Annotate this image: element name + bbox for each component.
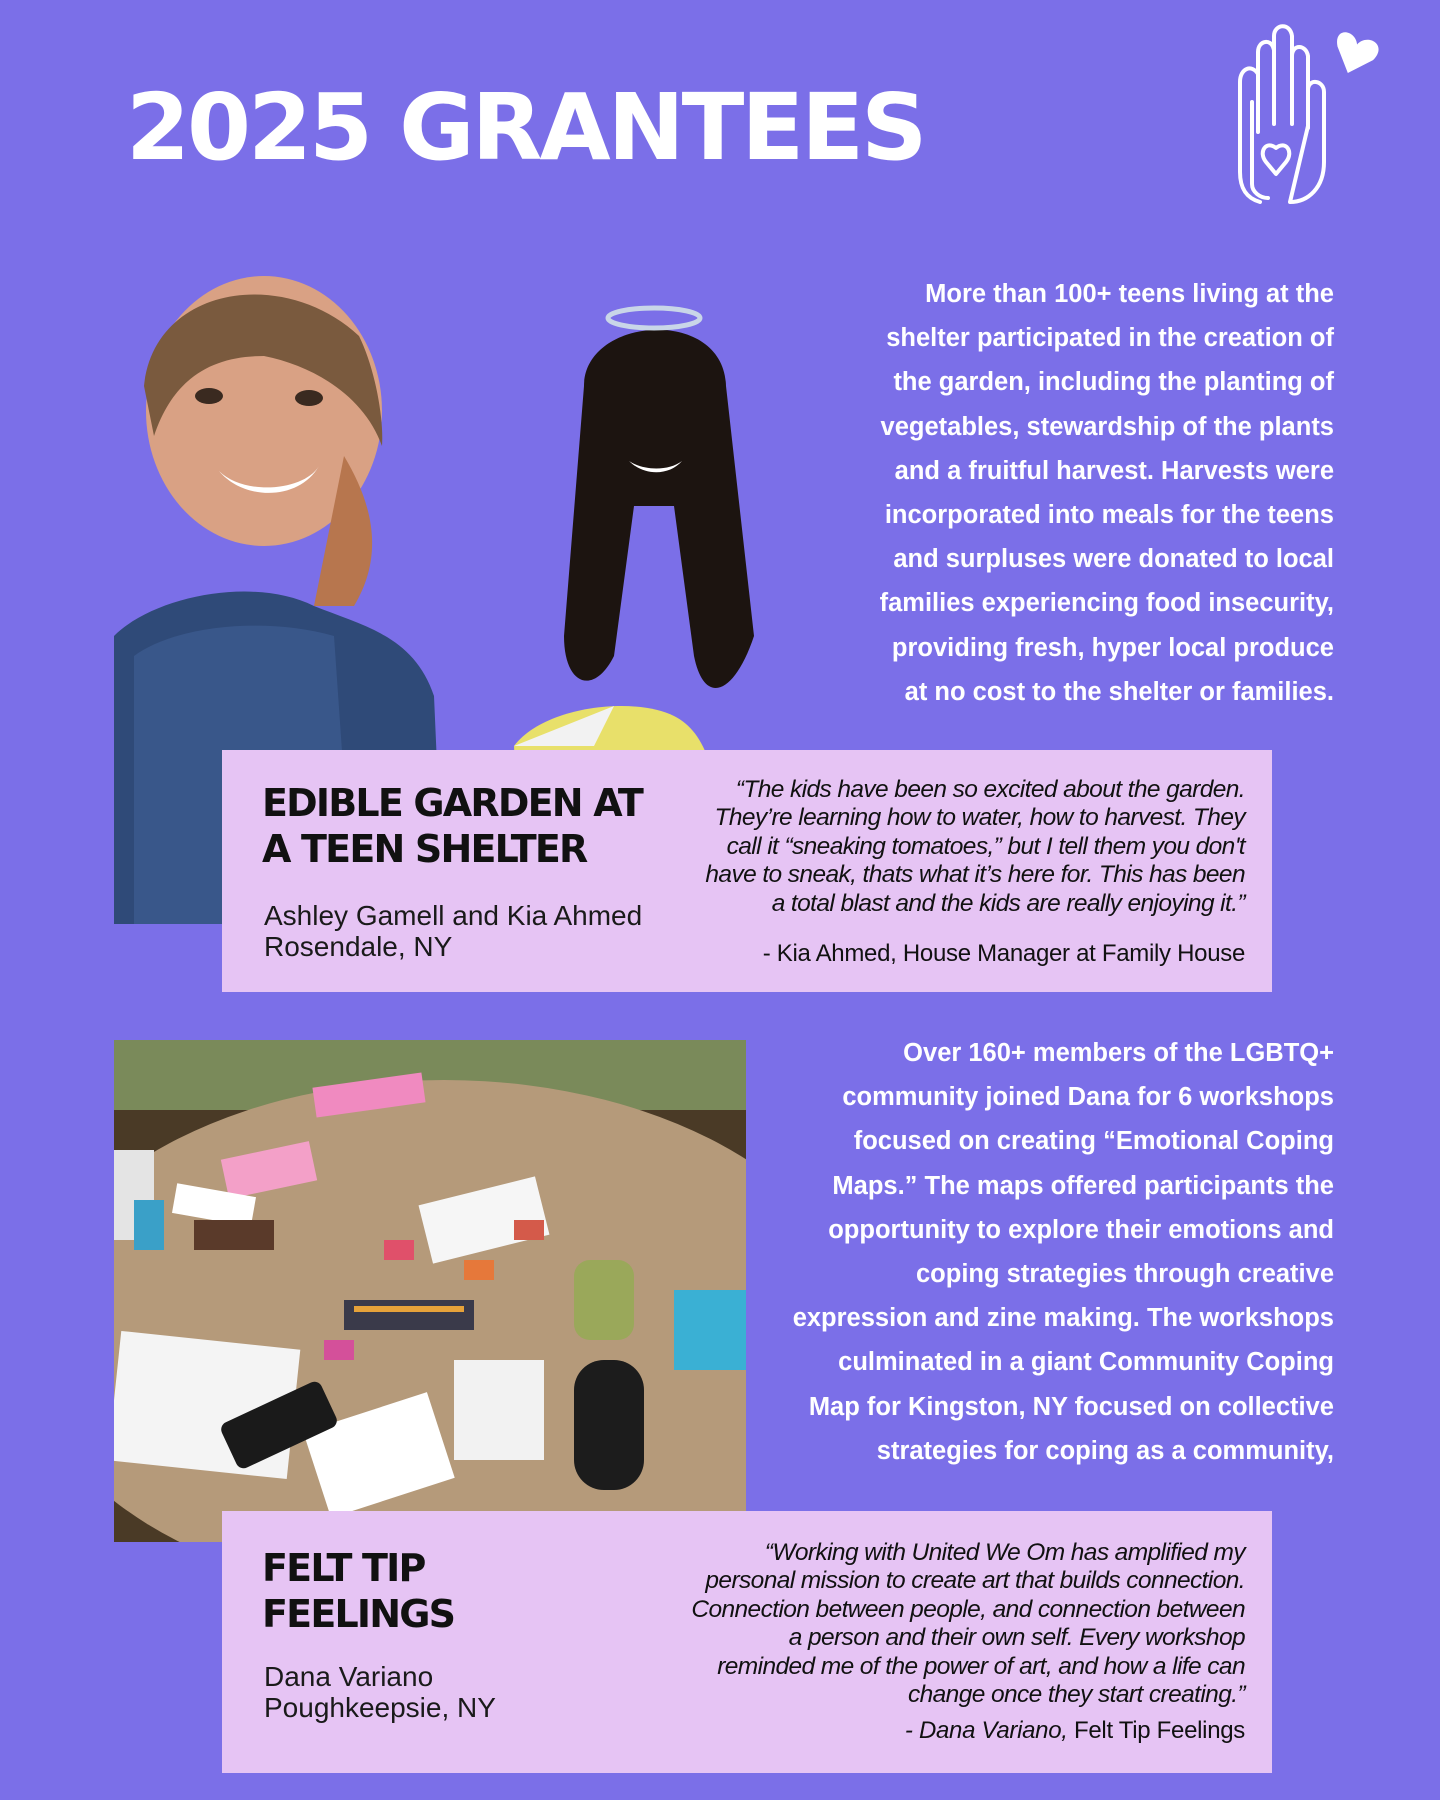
grantee-2-attribution	[905, 1717, 1245, 1745]
grantee-2-quote	[691, 1539, 1245, 1709]
quote-line: change once they start creating.”	[907, 1681, 1245, 1709]
grantee-1-card	[222, 750, 1272, 992]
grantee-2-description	[714, 1031, 1334, 1473]
title-line: EDIBLE GARDEN AT	[262, 781, 642, 825]
description-line: expression and zine making. The workshops	[792, 1304, 1334, 1333]
description-line: strategies for coping as a community,	[876, 1436, 1334, 1465]
grantee-2-people-location	[264, 1661, 496, 1723]
workshop-table-photo	[114, 1040, 746, 1542]
grantee-2-card	[222, 1511, 1272, 1773]
attribution-name: - Dana Variano,	[904, 1717, 1068, 1744]
grantee-1-quote	[705, 776, 1245, 918]
quote-line: “Working with United We Om has amplified my	[764, 1539, 1245, 1566]
attribution-org: Felt Tip Feelings	[1074, 1717, 1245, 1744]
description-line: and a fruitful harvest. Harvests were	[894, 456, 1334, 485]
description-line: families experiencing food insecurity,	[879, 589, 1334, 618]
description-line: incorporated into meals for the teens	[884, 501, 1334, 530]
grantee-1-title	[262, 780, 642, 872]
description-line: providing fresh, hyper local produce	[891, 633, 1334, 662]
grantee-location: Rosendale, NY	[264, 931, 453, 962]
quote-line: Connection between people, and connection between	[691, 1595, 1245, 1623]
quote-line: They’re learning how to water, how to harvest. They	[714, 804, 1245, 832]
description-line: More than 100+ teens living at the	[925, 280, 1334, 308]
description-line: culminated in a giant Community Coping	[838, 1348, 1334, 1377]
description-line: the garden, including the planting of	[893, 368, 1334, 397]
grantee-people: Ashley Gamell and Kia Ahmed	[264, 900, 643, 931]
hand-heart-icon	[1228, 12, 1388, 212]
description-line: Over 160+ members of the LGBTQ+	[903, 1039, 1334, 1067]
grantee-1-attribution: - Kia Ahmed, House Manager at Family House	[762, 940, 1245, 967]
description-line: vegetables, stewardship of the plants	[880, 412, 1334, 441]
quote-line: have to sneak, thats what it’s here for. This has been	[705, 861, 1245, 889]
description-line: shelter participated in the creation of	[886, 324, 1334, 353]
description-line: Maps.” The maps offered participants the	[832, 1171, 1334, 1200]
grantee-1-description	[814, 272, 1334, 714]
quote-line: call it “sneaking tomatoes,” but I tell them you don't	[726, 832, 1245, 860]
quote-line: a person and their own self. Every workshop	[788, 1624, 1245, 1652]
grantee-people: Dana Variano	[264, 1661, 434, 1692]
quote-line: a total blast and the kids are really enjoying it.”	[771, 889, 1245, 917]
description-line: focused on creating “Emotional Coping	[853, 1127, 1334, 1156]
title-line: A TEEN SHELTER	[262, 827, 587, 871]
description-line: and surpluses were donated to local	[893, 545, 1334, 574]
quote-line: reminded me of the power of art, and how a life can	[717, 1652, 1245, 1680]
quote-line: personal mission to create art that builds connection.	[705, 1567, 1245, 1595]
grantee-2-title	[262, 1545, 454, 1637]
grantee-location: Poughkeepsie, NY	[264, 1692, 496, 1723]
grantee-1-people-location	[264, 900, 642, 962]
title-line: FELT TIP	[262, 1546, 425, 1590]
description-line: coping strategies through creative	[915, 1260, 1334, 1289]
page-title: 2025 GRANTEES	[126, 74, 925, 181]
description-line: opportunity to explore their emotions and	[828, 1215, 1334, 1244]
description-line: at no cost to the shelter or families.	[904, 677, 1334, 706]
quote-line: “The kids have been so excited about the garden.	[735, 776, 1245, 803]
description-line: community joined Dana for 6 workshops	[842, 1083, 1334, 1112]
title-line: FEELINGS	[262, 1592, 455, 1636]
description-line: Map for Kingston, NY focused on collective	[808, 1392, 1334, 1421]
